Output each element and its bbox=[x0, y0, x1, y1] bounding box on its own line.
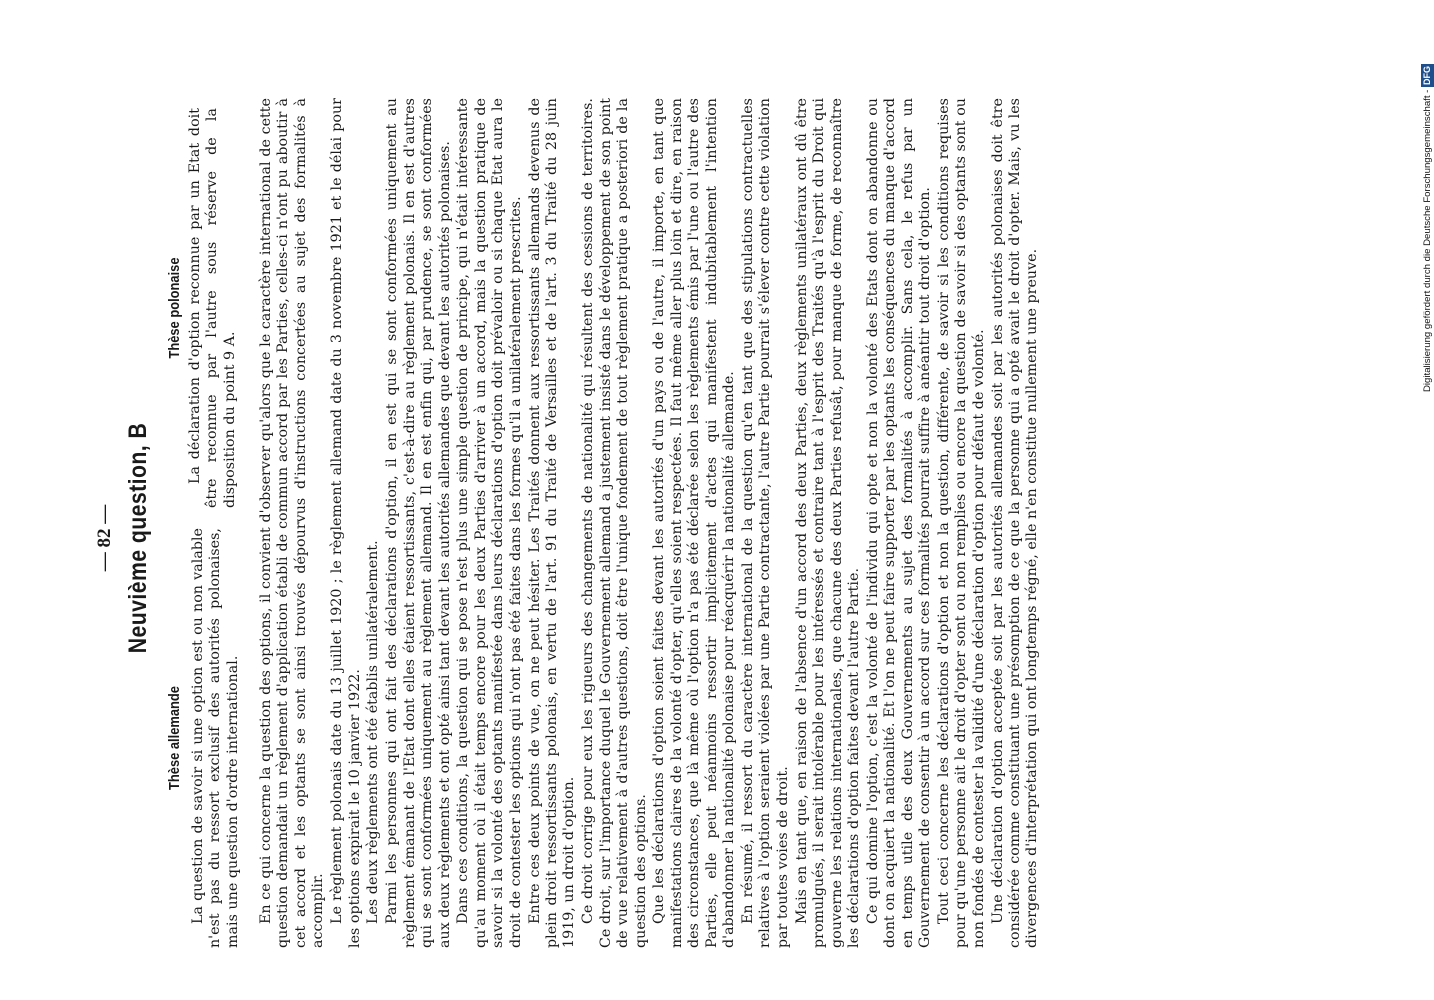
german-thesis-intro: La question de savoir si une option est ou non valable n'est pas du ressort exclusif des autorités polonaises, mais une question d'ordre international. bbox=[190, 528, 241, 948]
body-paragraph: Ce qui domine l'option, c'est la volonté de l'individu qui opte et non la volonté des Etats dont on abandonne ou dont on acquiert la nationalité. Et l'on ne peut faire supporter par les optants les conséquences du manque d'accord en temps utile des deux Gouvernements au sujet des formalités à accomplir. Sans cela, le refus par un Gouvernement de consentir à un accord sur ces formalités pourrait suffire à anéantir tout droit d'option. bbox=[864, 98, 934, 948]
page-content bbox=[90, 68, 1330, 948]
body-paragraph: En résumé, il ressort du caractère international de la question qu'en tant que des stipulations contractuelles relatives à l'option seraient violées par une Partie contractante, l'autre Partie pourrait s'élever contre cette violation par toutes voies de droit. bbox=[739, 98, 791, 948]
body-paragraph: Une déclaration d'option acceptée soit par les autorités allemandes soit par les autorités polonaises doit être considérée comme constituant une présomption de ce que la personne qui a opté avait le droit d'opter. Mais, vu les divergences d'interprétation qui ont longtemps régné, elle n'en constitue nullement une preuve. bbox=[989, 98, 1041, 948]
dfg-logo: DFG bbox=[1421, 65, 1432, 85]
body-paragraph: Tout ceci concerne les déclarations d'option et non la question, différente, de savoir si les conditions requises pour qu'une personne ait le droit d'opter sont ou non remplies ou encore la question de savoir si des optants sont ou non fondés de contester la validité d'une déclaration d'option pour défaut de volonté. bbox=[935, 98, 987, 948]
polish-thesis-heading: Thèse polonaise bbox=[166, 257, 183, 359]
body-paragraph: Ce droit corrige pour eux les rigueurs des changements de nationalité qui résultent des cessions de territoires. Ce droit, sur l'importance duquel le Gouvernement allemand a justement insisté dans le développement de son point de vue relativement à d'autres questions, doit être l'unique fondement de tout règlement pratique a posteriori de la question des options. bbox=[580, 98, 649, 948]
body-paragraph: Que les déclarations d'option soient faites devant les autorités d'un pays ou de l'autre, il importe, en tant que manifestations claires de la volonté d'opter, qu'elles soient respectées. Il faut même aller plus loin et dire, en raison des circonstances, que là même où l'option n'a pas été déclarée selon les règlements émis par l'une ou l'autre des Parties, elle peut néanmoins ressortir implicitement d'actes qui manifestent indubitablement l'intention d'abandonner la nationalité polonaise pour réacquérir la nationalité allemande. bbox=[651, 98, 738, 948]
german-thesis-heading-block bbox=[166, 528, 187, 948]
polish-thesis-block bbox=[166, 108, 241, 508]
body-paragraph: Mais en tant que, en raison de l'absence d'un accord des deux Parties, deux règlements unilatéraux ont dû être promulgués, il serait intolérable pour les intéressés et contraire tant à l'esprit des Traités qu'à l'esprit du Droit qui gouverne les relations internationales, que chacune des deux Parties refusât, pour manque de forme, de reconnaître les déclarations d'option faites devant l'autre Partie. bbox=[793, 98, 862, 948]
watermark-text: Digitalisierung gefördert durch die Deutsche Forschungsgemeinschaft - bbox=[1422, 89, 1433, 392]
body-paragraph: Dans ces conditions, la question qui se pose n'est plus une simple question de principe, qui n'était intéressante qu'au moment où il était temps encore pour les deux Parties d'arriver à un accord, mais la question pratique de savoir si la volonté des optants manifestée dans leurs déclarations d'option doit prévaloir ou si chaque Etat aura le droit de contester les options qui n'ont pas été faites dans les formes qu'il a unilatéralement prescrites. bbox=[455, 98, 524, 948]
body-paragraph: Entre ces deux points de vue, on ne peut hésiter. Les Traités donnent aux ressortissants allemands devenus de plein droit ressortissants polonais, en vertu de l'art. 91 du Traité de Versailles et de l'art. 3 du Traité du 28 juin 1919, un droit d'option. bbox=[526, 98, 578, 948]
body-paragraph: Les deux règlements ont été établis unilatéralement. bbox=[365, 540, 382, 924]
body-paragraph: Le règlement polonais date du 13 juillet 1920 ; le règlement allemand date du 3 novembre 1921 et le délai pour les options expirait le 10 janvier 1922. bbox=[329, 98, 363, 948]
body-paragraph: En ce qui concerne la question des options, il convient d'observer qu'alors que le caractère international de cette question demandait un règlement d'application établi de commun accord par les Parties, celles-ci n'ont pu aboutir à cet accord et les optants se sont ainsi trouvés dépourvus d'instructions concertées au sujet des formalités à accomplir. bbox=[258, 98, 327, 948]
digitization-watermark bbox=[1418, 7, 1434, 392]
watermark-text-block bbox=[1418, 7, 1434, 392]
polish-thesis-intro: La déclaration d'option reconnue par un Etat doit être reconnue par l'autre sous réserve de la disposition du point 9 A. bbox=[187, 108, 238, 508]
german-thesis-heading: Thèse allemande bbox=[166, 686, 183, 790]
body-paragraph: Parmi les personnes qui ont fait des déclarations d'option, il en est qui se sont conformées uniquement au règlement émanant de l'Etat dont elles étaient ressortissants, c'est-à-dire au règlement polonais. Il en est d'autres qui se sont conformées uniquement au règlement allemand. Il en est enfin qui, par prudence, se sont conformées aux deux règlements et ont opté ainsi tant devant les autorités allemandes que devant les autorités polonaises. bbox=[384, 98, 453, 948]
german-thesis-body bbox=[258, 98, 1043, 948]
page-number: — 82 — bbox=[94, 504, 115, 572]
german-thesis-intro-block bbox=[190, 528, 244, 948]
page-title: Neuvième question, B bbox=[124, 422, 152, 654]
